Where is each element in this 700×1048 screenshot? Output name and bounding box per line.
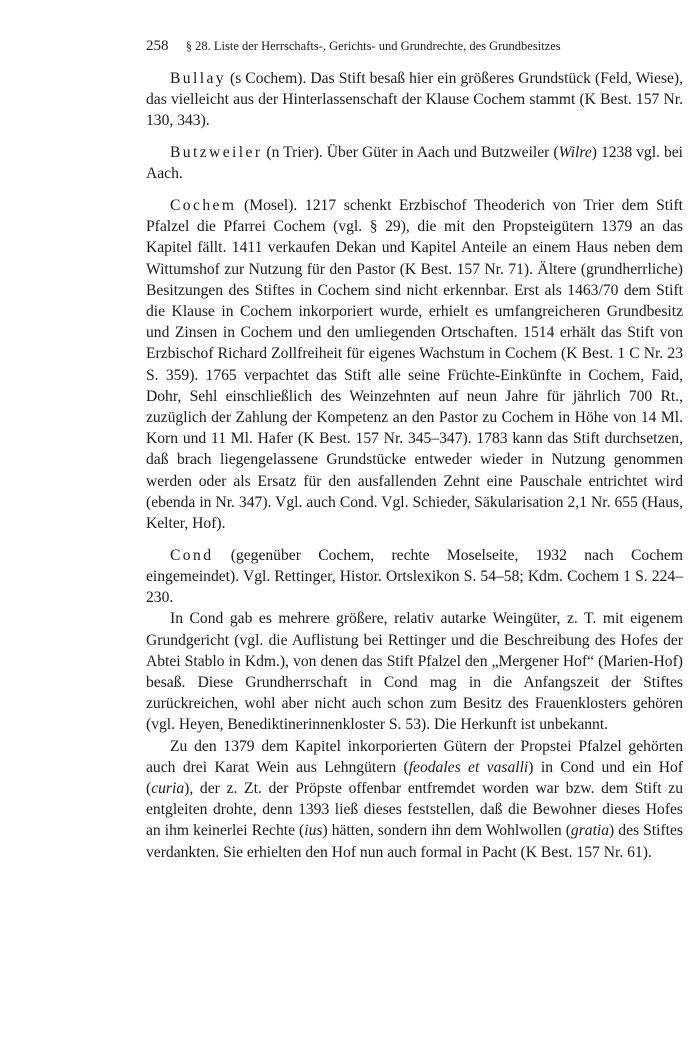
- entry-text: (n Trier). Über Güter in Aach und Butzweiler (: [262, 144, 559, 162]
- paragraph-text: ) hätten, sondern ihn dem Wohlwollen (: [322, 822, 571, 840]
- paragraph-text: ) des Stiftes verdankten. Sie erhielten den Hof nun auch formal in Pacht (K Best. 157 Nr. 61).: [146, 822, 683, 861]
- entry-bullay: [146, 68, 683, 132]
- italic-term: feodales et vasalli: [408, 758, 529, 776]
- italic-term: curia: [151, 780, 185, 797]
- italic-term: gratia: [570, 822, 610, 840]
- cond-paragraph-2: [146, 736, 683, 863]
- entry-text: (s Cochem). Das Stift besaß hier ein größeres Grundstück (Feld, Wiese), das vielleicht aus der Hinterlassenschaft der Klause Cochem stammt (K Best. 157 Nr. 130, 343).: [146, 70, 683, 130]
- entry-text: ) 1238 vgl. bei Aach.: [146, 144, 683, 183]
- paragraph-text: ), der z. Zt. der Pröpste offenbar entfremdet worden war bzw. dem Stift zu entgleiten drohte, denn 1393 ließ dieses feststellen, daß die Bewohner dieses Hofes an ihm keinerlei Rechte (: [146, 780, 683, 840]
- page-number: 258: [146, 38, 169, 54]
- place-name: Cond: [170, 546, 214, 564]
- paragraph-text: Zu den 1379 dem Kapitel inkorporierten Gütern der Propstei Pfalzel gehörten auch drei Karat Wein aus Lehngütern (: [146, 737, 683, 776]
- place-name: Cochem: [170, 197, 237, 215]
- italic-term: ius: [304, 822, 323, 840]
- entry-butzweiler: [146, 142, 683, 184]
- place-name: Bullay: [170, 70, 226, 87]
- running-head: § 28. Liste der Herrschafts-, Gerichts- und Grundrechte, des Grundbesitzes: [185, 39, 561, 53]
- entry-text: (gegenüber Cochem, rechte Moselseite, 1932 nach Cochem eingemeindet). Vgl. Rettinger, Histor. Ortslexikon S. 54–58; Kdm. Cochem 1 S. 224–230.: [146, 546, 683, 607]
- entry-text: (Mosel). 1217 schenkt Erzbischof Theoderich von Trier dem Stift Pfalzel die Pfarrei Cochem (vgl. § 29), die mit den Propsteigütern 1379 an das Kapitel fällt. 1411 verkaufen Dekan und Kapitel Anteile an einem Haus neben dem Wittumshof zur Nutzung für den Pastor (K Best. 157 Nr. 71). Ältere (grundherrliche) Besitzungen des Stiftes in Cochem sind nicht erkennbar. Erst als 1463/70 dem Stift die Klause in Cochem inkorporiert wurde, erhielt es umfangreicheren Grundbesitz und Zinsen in Cochem und den umliegenden Ortschaften. 1514 erhält das Stift von Erzbischof Richard Zollfreiheit für eigenes Wachstum in Cochem (K Best. 1 C Nr. 23 S. 359). 1765 verpachtet das Stift alle seine Früchte-Einkünfte in Cochem, Faid, Dohr, Sehl einschließlich des Weinzehnten auf neun Jahre für jährlich 700 Rt., zuzüglich der Zahlung der Kompetenz an den Pastor zu Cochem in Höhe von 14 Ml. Korn und 11 Ml. Hafer (K Best. 157 Nr. 345–347). 1783 kann das Stift durchsetzen, daß brach liegengelassene Grundstücke entweder wieder in Nutzung genommen werden oder als Ersatz für den ausfallenden Zehnt eine Pauschale entrichtet wird (ebenda in Nr. 347). Vgl. auch Cond. Vgl. Schieder, Säkularisation 2,1 Nr. 655 (Haus, Kelter, Hof).: [146, 197, 683, 533]
- entry-cond: [146, 545, 683, 609]
- place-name: Butzweiler: [170, 144, 263, 162]
- cond-paragraph-1: In Cond gab es mehrere größere, relativ autarke Weingüter, z. T. mit eigenem Grundgericht (vgl. die Auflistung bei Rettinger und die Beschreibung des Hofes der Abtei Stablo in Kdm.), von denen das Stift Pfalzel den „Mergener Hof“ (Marien-Hof) besaß. Diese Grundherrschaft in Cond mag in die Anfangszeit der Stiftes zurückreichen, wohl aber nicht auch schon zum Besitz des Frauenklosters gehören (vgl. Heyen, Benediktinerinnenkloster S. 53). Die Herkunft ist unbekannt.: [146, 610, 683, 734]
- entry-cochem: [146, 195, 683, 534]
- italic-term: Wilre: [558, 144, 592, 162]
- paragraph-text: ) in Cond und ein Hof (: [146, 758, 683, 797]
- main-text: [146, 68, 683, 863]
- page-header: [146, 38, 686, 55]
